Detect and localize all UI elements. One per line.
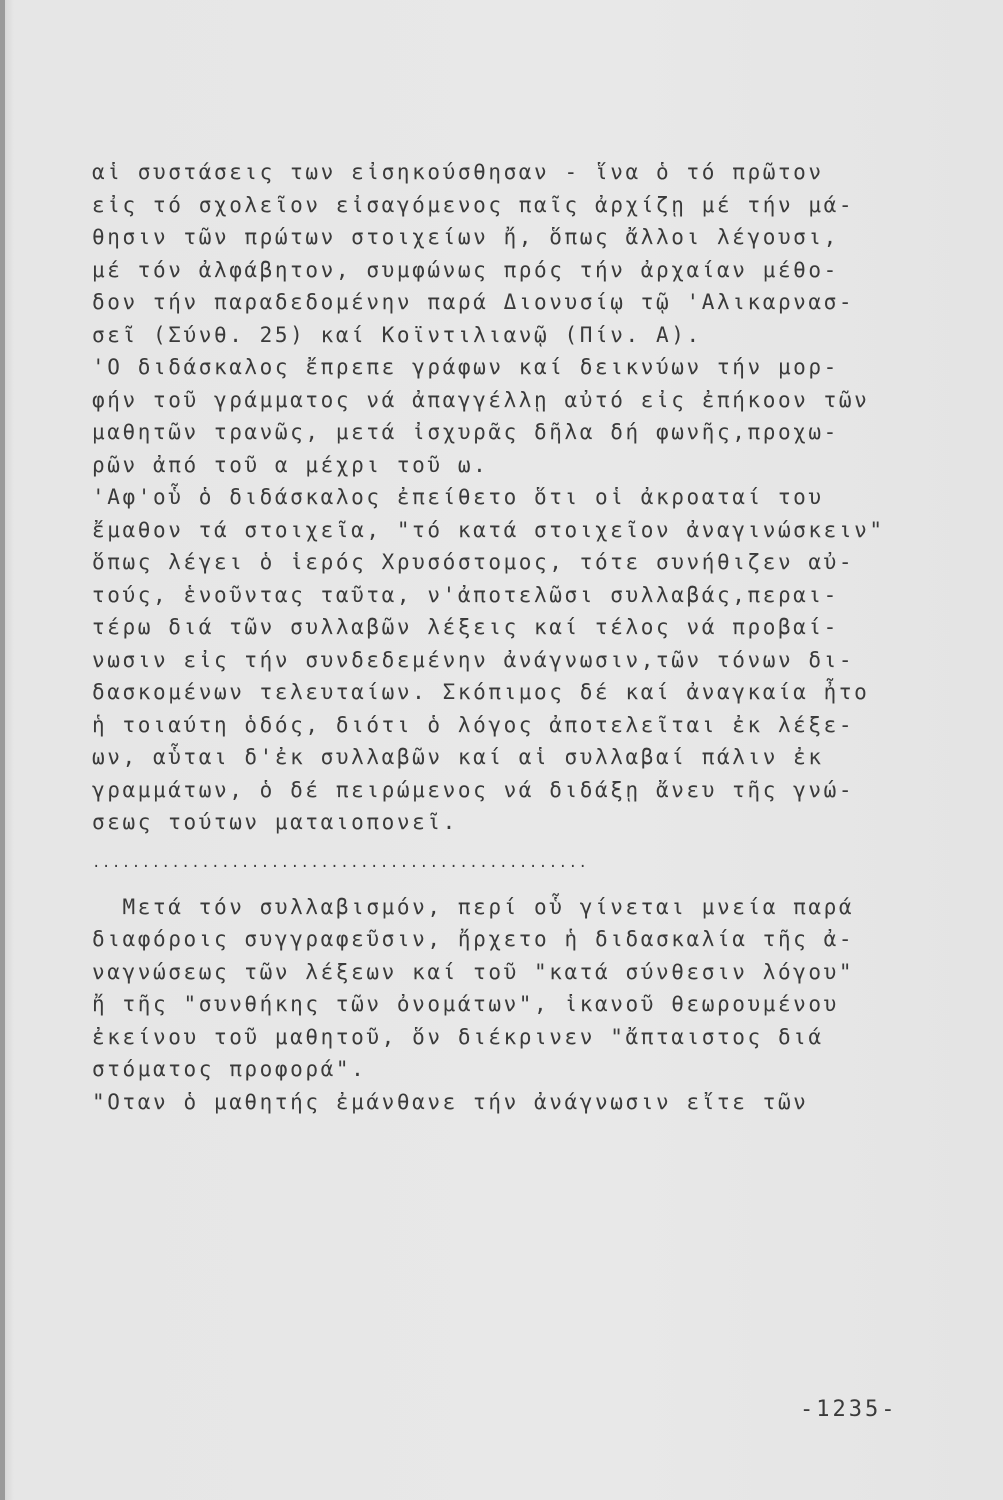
- text-line: ἤ τῆς "συνθήκης τῶν ὀνομάτων", ἱκανοῦ θεωρουμένου: [92, 992, 839, 1016]
- text-line: 'Ο διδάσκαλος ἔπρεπε γράφων καί δεικνύων τήν μορ-: [92, 355, 839, 379]
- body-text: [92, 156, 942, 1118]
- dotted-separator: ..................................................: [92, 854, 589, 871]
- text-line: νωσιν εἰς τήν συνδεδεμένην ἀνάγνωσιν,τῶν τόνων δι-: [92, 647, 855, 672]
- text-line: διαφόροις συγγραφεῦσιν, ἤρχετο ἡ διδασκαλία τῆς ἀ-: [92, 927, 855, 951]
- text-line: δον τήν παραδεδομένην παρά Διονυσίῳ τῷ 'Αλικαρνασ-: [92, 290, 855, 314]
- text-line: ἔμαθον τά στοιχεῖα, "τό κατά στοιχεῖον ἀναγινώσκειν": [92, 517, 885, 542]
- text-line: μέ τόν ἀλφάβητον, συμφώνως πρός τήν ἀρχαίαν μέθο-: [92, 257, 839, 282]
- text-line: ἡ τοιαύτη ὁδός, διότι ὁ λόγος ἀποτελεῖται ἐκ λέξε-: [92, 712, 855, 737]
- text-line: γραμμάτων, ὁ δέ πειρώμενος νά διδάξῃ ἄνευ τῆς γνώ-: [92, 777, 855, 802]
- text-line: ἐκείνου τοῦ μαθητοῦ, ὅν διέκρινεν "ἄπταιστος διά: [92, 1024, 824, 1049]
- text-line: στόματος προφορά".: [92, 1057, 367, 1081]
- text-line: τέρω διά τῶν συλλαβῶν λέξεις καί τέλος νά προβαί-: [92, 615, 839, 639]
- text-line: Μετά τόν συλλαβισμόν, περί οὗ γίνεται μνεία παρά: [92, 894, 855, 919]
- text-line: αἱ συστάσεις των εἰσηκούσθησαν - ἵνα ὁ τό πρῶτον: [92, 160, 824, 184]
- text-line: ναγνώσεως τῶν λέξεων καί τοῦ "κατά σύνθεσιν λόγου": [92, 959, 855, 984]
- text-line: ων, αὗται δ'ἐκ συλλαβῶν καί αἱ συλλαβαί πάλιν ἐκ: [92, 745, 824, 769]
- text-line: ρῶν ἀπό τοῦ α μέχρι τοῦ ω.: [92, 452, 489, 477]
- page-spine-edge: [0, 0, 5, 1500]
- text-line: δασκομένων τελευταίων. Σκόπιμος δέ καί ἀναγκαία ἦτο: [92, 680, 870, 704]
- text-line: ὅπως λέγει ὁ ἱερός Χρυσόστομος, τότε συνήθιζεν αὐ-: [92, 550, 855, 574]
- text-line: σεως τούτων ματαιοπονεῖ.: [92, 810, 458, 834]
- text-line: φήν τοῦ γράμματος νά ἀπαγγέλλῃ αὐτό εἰς ἐπήκοον τῶν: [92, 387, 870, 412]
- text-line: θησιν τῶν πρώτων στοιχείων ἤ, ὅπως ἄλλοι λέγουσι,: [92, 225, 839, 249]
- text-line: μαθητῶν τρανῶς, μετά ἰσχυρᾶς δῆλα δή φωνῆς,προχω-: [92, 420, 839, 444]
- text-line: τούς, ἑνοῦντας ταῦτα, ν'ἀποτελῶσι συλλαβάς,περαι-: [92, 582, 839, 607]
- text-line: σεῖ (Σύνθ. 25) καί Κοϊντιλιανῷ (Πίν. Α).: [92, 322, 702, 347]
- text-line: "Οταν ὁ μαθητής ἐμάνθανε τήν ἀνάγνωσιν εἴτε τῶν: [92, 1089, 809, 1114]
- text-line: 'Αφ'οὗ ὁ διδάσκαλος ἐπείθετο ὅτι οἱ ἀκροαταί του: [92, 485, 824, 509]
- text-line: εἰς τό σχολεῖον εἰσαγόμενος παῖς ἀρχίζῃ μέ τήν μά-: [92, 192, 855, 217]
- page-number: -1235-: [800, 1397, 898, 1422]
